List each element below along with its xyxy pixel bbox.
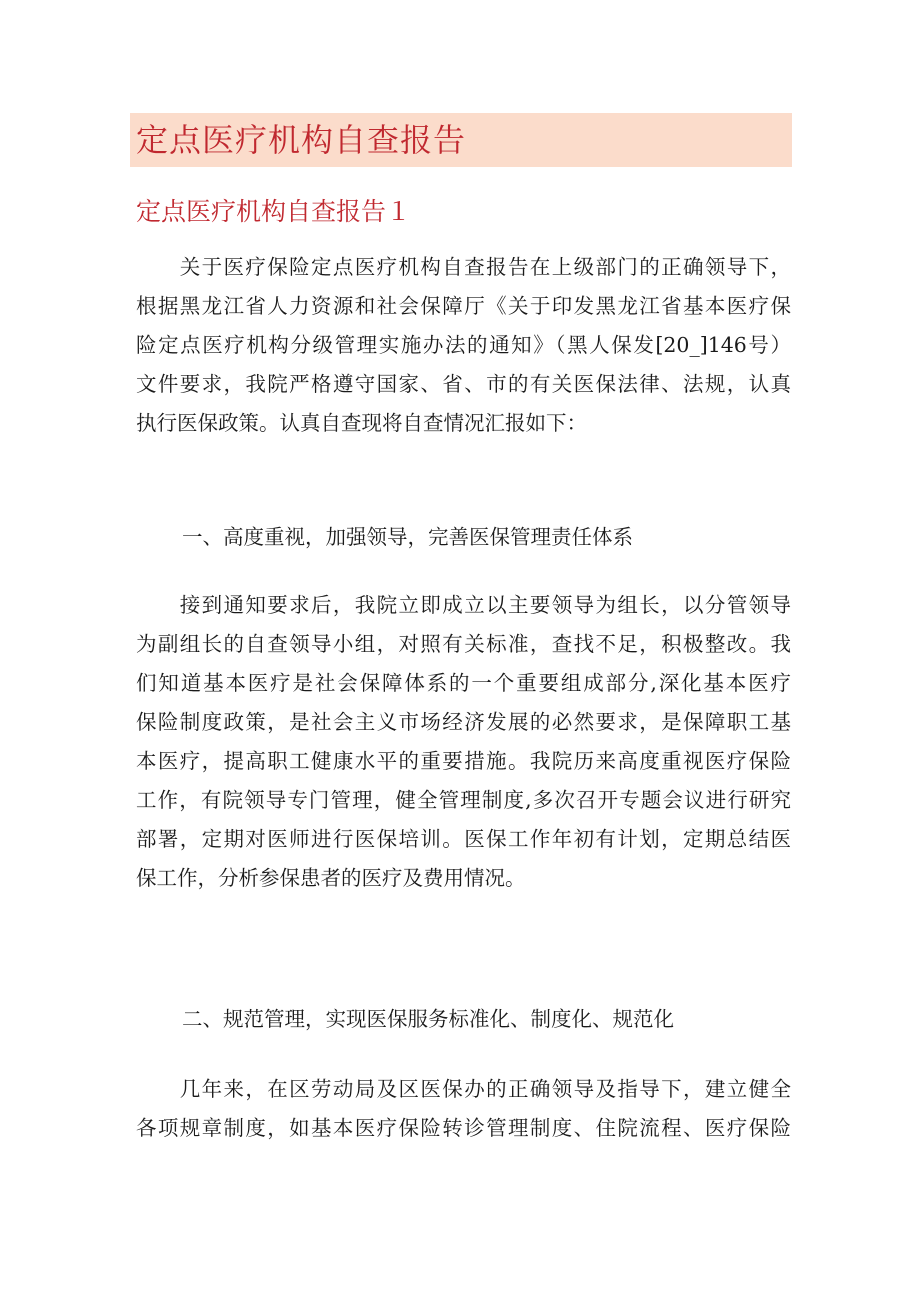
paragraph-line: 关于医疗保险定点医疗机构自查报告在上级部门的正确领导下，	[136, 255, 791, 279]
section-heading-2: 二、规范管理，实现医保服务标准化、制度化、规范化	[182, 1007, 674, 1031]
title-banner	[130, 113, 792, 167]
section-subtitle: 定点医疗机构自查报告１	[136, 197, 412, 226]
paragraph-line: 接到通知要求后，我院立即成立以主要领导为组长，以分管领导	[136, 593, 791, 617]
document-title: 定点医疗机构自查报告	[136, 121, 467, 159]
paragraph-line: 保工作，分析参保患者的医疗及费用情况。	[136, 866, 526, 890]
paragraph-line: 们知道基本医疗是社会保障体系的一个重要组成部分,深化基本医疗	[136, 671, 791, 695]
paragraph-line: 工作，有院领导专门管理，健全管理制度,多次召开专题会议进行研究	[136, 788, 791, 812]
paragraph-line: 执行医保政策。认真自查现将自查情况汇报如下：	[136, 411, 587, 435]
paragraph-line: 文件要求，我院严格遵守国家、省、市的有关医保法律、法规，认真	[136, 372, 791, 396]
paragraph-management	[136, 1070, 791, 1148]
section-heading-1: 一、高度重视，加强领导，完善医保管理责任体系	[182, 525, 633, 549]
paragraph-line: 保险制度政策，是社会主义市场经济发展的必然要求，是保障职工基	[136, 710, 791, 734]
paragraph-line: 本医疗，提高职工健康水平的重要措施。我院历来高度重视医疗保险	[136, 749, 791, 773]
paragraph-line: 根据黑龙江省人力资源和社会保障厅《关于印发黑龙江省基本医疗保	[136, 294, 791, 318]
paragraph-line: 部署，定期对医师进行医保培训。医保工作年初有计划，定期总结医	[136, 827, 791, 851]
paragraph-intro	[136, 248, 791, 443]
paragraph-line: 险定点医疗机构分级管理实施办法的通知》（黑人保发[20_]146号）	[136, 333, 791, 357]
paragraph-line: 为副组长的自查领导小组，对照有关标准，查找不足，积极整改。我	[136, 632, 791, 656]
paragraph-leadership	[136, 586, 791, 898]
paragraph-line: 几年来，在区劳动局及区医保办的正确领导及指导下，建立健全	[136, 1077, 791, 1101]
paragraph-line: 各项规章制度，如基本医疗保险转诊管理制度、住院流程、医疗保险	[136, 1116, 791, 1140]
